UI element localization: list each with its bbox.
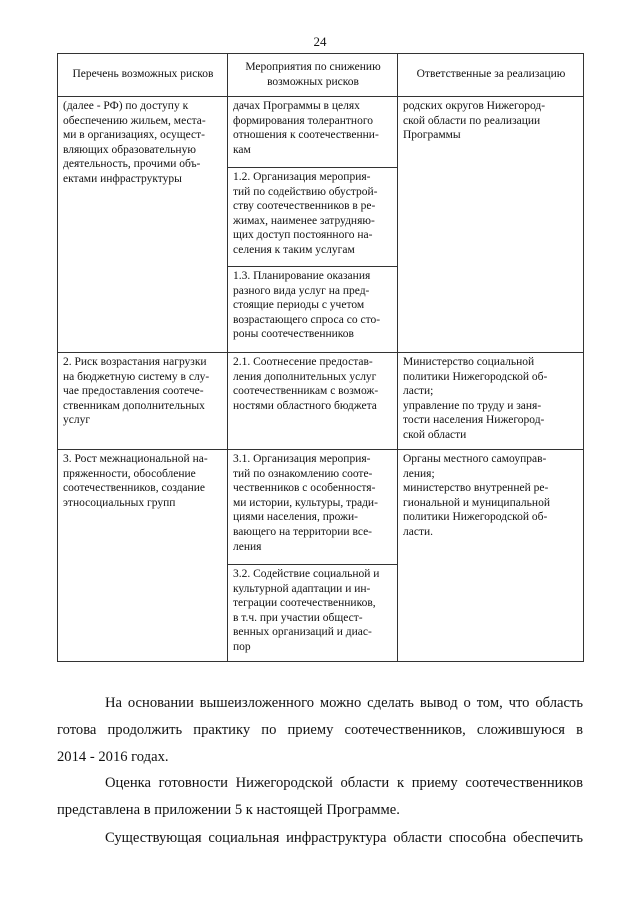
text-line: щих доступ постоянного на- <box>233 229 373 242</box>
text-line: кам <box>233 143 251 156</box>
text-line: на бюджетную систему в слу- <box>63 370 210 383</box>
text-line: теграции соотечественников, <box>233 597 376 610</box>
text-line: в т.ч. при участии общест- <box>233 611 363 624</box>
text-line: Оценка готовности Нижегородской области к приему соотечественников <box>105 775 583 791</box>
text-line: 2. Риск возрастания нагрузки <box>63 356 207 368</box>
measures-cell <box>228 353 398 450</box>
text-line: чественников с особенностя- <box>233 482 376 495</box>
text-line: представлена в приложении 5 к настоящей Программе. <box>57 802 400 818</box>
text-line: тий по содействию обустрой- <box>233 185 378 198</box>
text-line: родских округов Нижегород- <box>403 100 546 112</box>
header-measures: Мероприятия по снижению возможных рисков <box>228 54 398 97</box>
paragraph-infrastructure <box>57 825 583 852</box>
text-line: вляющих образовательную <box>63 143 196 156</box>
table-row <box>58 450 584 662</box>
header-responsible: Ответственные за реализацию <box>398 54 584 97</box>
text-line: гиональной и муниципальной <box>403 496 550 509</box>
page-number: 24 <box>313 34 327 49</box>
table-header-row <box>58 54 584 97</box>
text-line: 1.3. Планирование оказания <box>233 270 371 282</box>
text-line: пряженности, обособление <box>63 467 196 480</box>
text-line: 3. Рост межнациональной на- <box>63 453 208 465</box>
text-line: ству соотечественников в ре- <box>233 200 376 213</box>
header-risks: Перечень возможных рисков <box>58 54 228 97</box>
text-line: ностями областного бюджета <box>233 399 377 412</box>
text-line: готова продолжить практику по приему соотечественников, сложившуюся в <box>57 722 583 738</box>
text-line: Министерство социальной <box>403 356 535 368</box>
measure-item <box>228 97 397 168</box>
text-line: отношения к соотечественни- <box>233 129 379 142</box>
text-line: На основании вышеизложенного можно сделать вывод о том, что область <box>105 695 583 711</box>
measure-item <box>228 267 397 346</box>
paragraph-readiness <box>57 770 583 824</box>
text-line: формирования толерантного <box>233 114 373 127</box>
text-line: этносоциальных групп <box>63 496 176 509</box>
risk-table <box>57 53 584 662</box>
text-line: ления; <box>403 467 435 480</box>
text-line: ственникам дополнительных <box>63 399 205 412</box>
measure-item <box>228 450 397 565</box>
text-line: ектами инфраструктуры <box>63 172 182 185</box>
text-line: жимах, наименее затрудняю- <box>233 214 375 227</box>
text-line: политики Нижегородской об- <box>403 511 548 524</box>
text-line: циями населения, прожи- <box>233 511 359 524</box>
text-line: 3.1. Организация мероприя- <box>233 453 371 465</box>
text-line: роны соотечественников <box>233 328 354 341</box>
responsible-cell <box>398 97 584 353</box>
text-line: соотечественников, создание <box>63 482 206 495</box>
text-line: деятельность, прочими объ- <box>63 158 201 171</box>
measure-item <box>228 565 397 659</box>
text-line: чае предоставления соотече- <box>63 385 204 398</box>
text-line: тий по ознакомлению сооте- <box>233 467 373 480</box>
text-line: вающего на территории все- <box>233 525 373 538</box>
responsible-cell <box>398 450 584 662</box>
text-line: селения к таким услугам <box>233 243 355 256</box>
text-line: ления дополнительных услуг <box>233 370 377 383</box>
measure-item <box>228 168 397 267</box>
text-line: 1.2. Организация мероприя- <box>233 171 371 183</box>
table-row <box>58 97 584 353</box>
text-line: услуг <box>63 414 91 427</box>
text-line: ласти; <box>403 385 434 398</box>
text-line: ласти. <box>403 525 434 538</box>
measure-item <box>228 353 397 417</box>
text-line: Существующая социальная инфраструктура области способна обеспечить <box>105 830 583 846</box>
text-line: стоящие периоды с учетом <box>233 299 365 312</box>
text-line: 2.1. Соотнесение предостав- <box>233 356 373 368</box>
measures-cell <box>228 97 398 353</box>
text-line: (далее - РФ) по доступу к <box>63 100 189 112</box>
text-line: возрастающего спроса со сто- <box>233 313 381 326</box>
text-line: пор <box>233 640 251 653</box>
text-line: ской области <box>403 428 467 441</box>
text-line: соотечественникам с возмож- <box>233 385 379 398</box>
table-row <box>58 353 584 450</box>
text-line: тости населения Нижегород- <box>403 414 545 427</box>
text-line: управление по труду и заня- <box>403 399 542 412</box>
text-line: ской области по реализации <box>403 114 541 127</box>
text-line: разного вида услуг на пред- <box>233 284 370 297</box>
paragraph-conclusion <box>57 690 583 771</box>
text-line: обеспечению жильем, места- <box>63 114 206 127</box>
text-line: венных организаций и диас- <box>233 626 372 639</box>
text-line: ми в организациях, осущест- <box>63 129 205 142</box>
text-line: 3.2. Содействие социальной и <box>233 568 380 580</box>
text-line: ления <box>233 540 262 553</box>
text-line: ми истории, культуры, тради- <box>233 496 378 509</box>
text-line: 2014 - 2016 годах. <box>57 749 169 765</box>
responsible-cell <box>398 353 584 450</box>
risk-cell <box>58 97 228 353</box>
text-line: политики Нижегородской об- <box>403 370 548 383</box>
risk-cell <box>58 450 228 662</box>
text-line: культурной адаптации и ин- <box>233 582 371 595</box>
text-line: дачах Программы в целях <box>233 100 360 112</box>
text-line: министерство внутренней ре- <box>403 482 549 495</box>
text-line: Программы <box>403 129 461 142</box>
risk-cell <box>58 353 228 450</box>
text-line: Органы местного самоуправ- <box>403 453 547 465</box>
measures-cell <box>228 450 398 662</box>
